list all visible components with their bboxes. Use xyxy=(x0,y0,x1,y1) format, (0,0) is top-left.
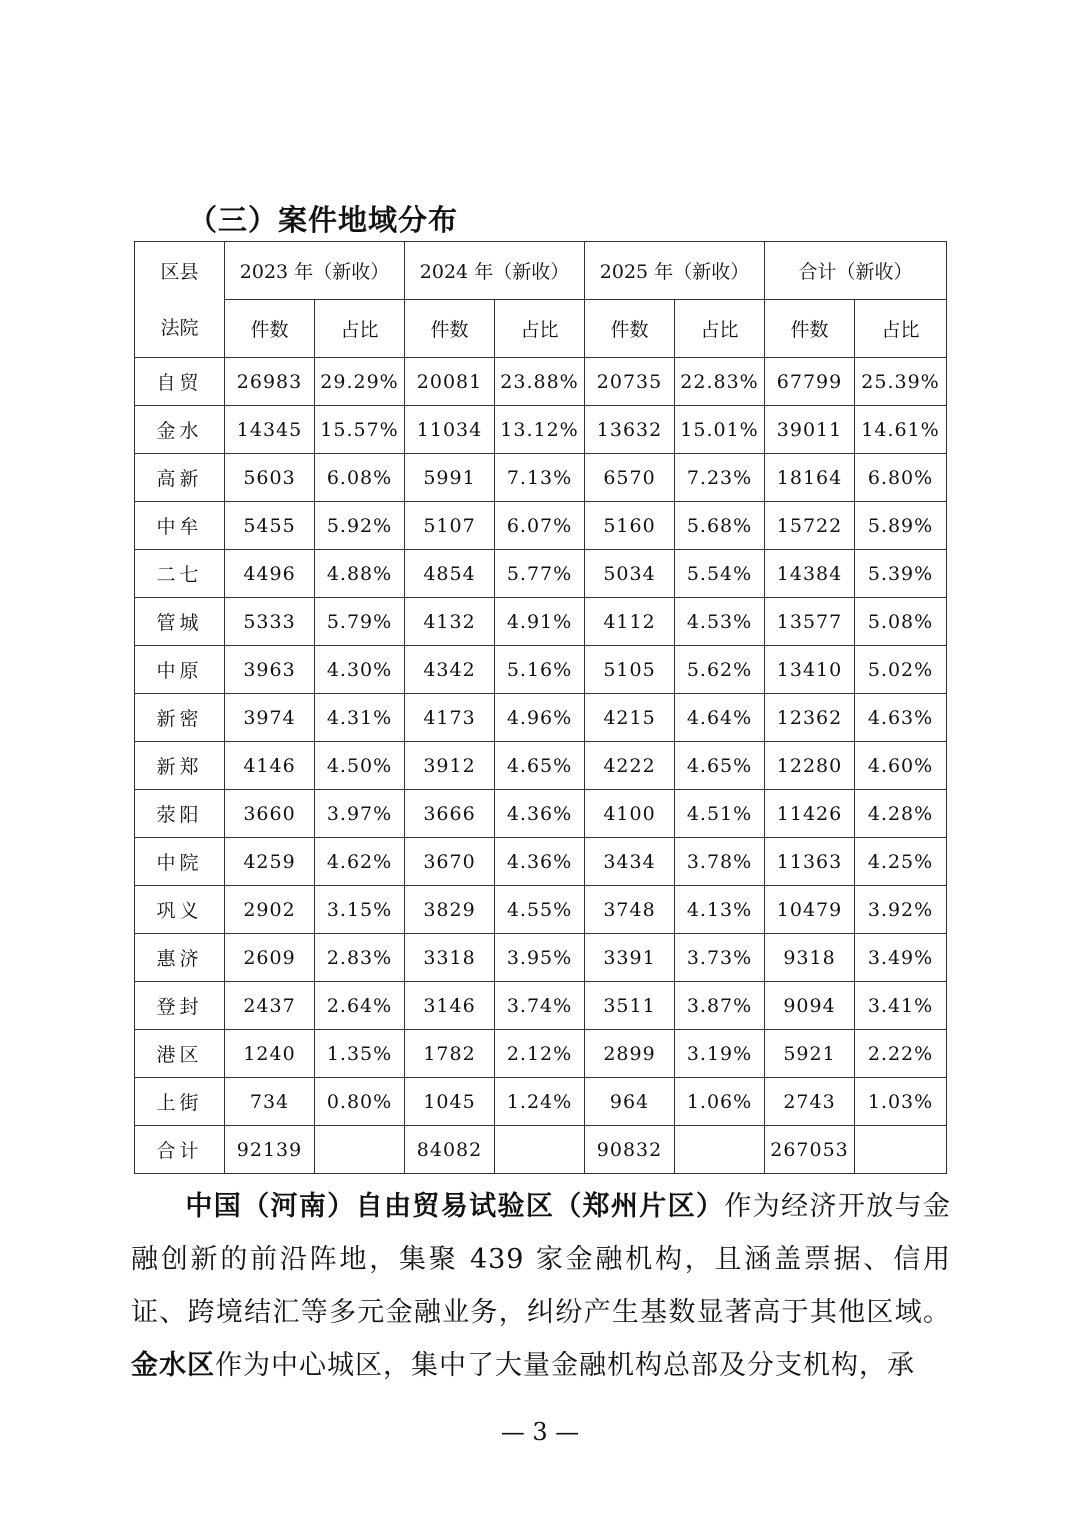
case-count-cell: 4146 xyxy=(225,742,315,790)
case-count-cell: 14345 xyxy=(225,406,315,454)
case-count-cell: 5921 xyxy=(765,1030,855,1078)
case-count-cell: 13632 xyxy=(585,406,675,454)
court-name: 合计 xyxy=(135,1126,225,1174)
corner-header-top: 区县 xyxy=(160,260,199,283)
case-share-cell: 5.54% xyxy=(675,550,765,598)
case-count-cell: 15722 xyxy=(765,502,855,550)
case-count-cell: 1782 xyxy=(405,1030,495,1078)
case-count-cell: 4259 xyxy=(225,838,315,886)
case-share-cell: 5.79% xyxy=(315,598,405,646)
case-count-cell: 13577 xyxy=(765,598,855,646)
case-count-cell: 92139 xyxy=(225,1126,315,1174)
table-row xyxy=(135,886,947,934)
court-name: 中牟 xyxy=(135,502,225,550)
case-share-cell: 15.01% xyxy=(675,406,765,454)
table-row xyxy=(135,790,947,838)
table-row xyxy=(135,358,947,406)
case-count-cell: 4100 xyxy=(585,790,675,838)
case-share-cell: 5.89% xyxy=(855,502,947,550)
case-share-cell: 0.80% xyxy=(315,1078,405,1126)
case-share-cell: 5.16% xyxy=(495,646,585,694)
case-count-cell: 2437 xyxy=(225,982,315,1030)
table-row xyxy=(135,646,947,694)
case-share-cell: 6.07% xyxy=(495,502,585,550)
paragraph-text-2: 作为中心城区，集中了大量金融机构总部及分支机构，承 xyxy=(215,1350,915,1381)
case-count-cell: 4342 xyxy=(405,646,495,694)
court-name: 惠济 xyxy=(135,934,225,982)
court-name: 管城 xyxy=(135,598,225,646)
case-share-cell: 2.64% xyxy=(315,982,405,1030)
case-count-cell: 1045 xyxy=(405,1078,495,1126)
case-share-cell: 4.30% xyxy=(315,646,405,694)
case-share-cell: 4.63% xyxy=(855,694,947,742)
case-share-cell: 4.88% xyxy=(315,550,405,598)
case-share-cell: 29.29% xyxy=(315,358,405,406)
case-count-cell: 3748 xyxy=(585,886,675,934)
case-share-cell: 5.39% xyxy=(855,550,947,598)
table-row xyxy=(135,502,947,550)
sub-header-share: 占比 xyxy=(315,300,405,358)
case-count-cell: 3660 xyxy=(225,790,315,838)
table-row xyxy=(135,982,947,1030)
table-row xyxy=(135,598,947,646)
case-share-cell: 3.78% xyxy=(675,838,765,886)
case-count-cell: 5603 xyxy=(225,454,315,502)
highlight-ftz: 中国（河南）自由贸易试验区（郑州片区） xyxy=(185,1191,725,1222)
case-count-cell: 84082 xyxy=(405,1126,495,1174)
court-name: 新密 xyxy=(135,694,225,742)
case-share-cell: 22.83% xyxy=(675,358,765,406)
case-count-cell: 67799 xyxy=(765,358,855,406)
case-share-cell: 3.73% xyxy=(675,934,765,982)
case-count-cell: 18164 xyxy=(765,454,855,502)
court-name: 高新 xyxy=(135,454,225,502)
case-share-cell: 3.92% xyxy=(855,886,947,934)
court-name: 荥阳 xyxy=(135,790,225,838)
case-count-cell: 3434 xyxy=(585,838,675,886)
case-share-cell: 4.55% xyxy=(495,886,585,934)
case-share-cell: 5.68% xyxy=(675,502,765,550)
case-count-cell: 20735 xyxy=(585,358,675,406)
case-share-cell: 4.36% xyxy=(495,838,585,886)
case-count-cell: 2902 xyxy=(225,886,315,934)
case-count-cell: 734 xyxy=(225,1078,315,1126)
case-count-cell: 5160 xyxy=(585,502,675,550)
case-share-cell: 5.92% xyxy=(315,502,405,550)
case-share-cell: 5.62% xyxy=(675,646,765,694)
court-name: 二七 xyxy=(135,550,225,598)
case-count-cell: 964 xyxy=(585,1078,675,1126)
case-share-cell: 3.74% xyxy=(495,982,585,1030)
case-count-cell: 9094 xyxy=(765,982,855,1030)
paragraph-text-1: 作为经济开放与金融创新的前沿阵地，集聚 439 家金融机构，且涵盖票据、信用证、跨境结汇等多元金融业务，纠纷产生基数显著高于其他区域。 xyxy=(131,1191,952,1328)
case-count-cell: 4215 xyxy=(585,694,675,742)
case-share-cell: 1.03% xyxy=(855,1078,947,1126)
case-count-cell: 5455 xyxy=(225,502,315,550)
case-count-cell: 3963 xyxy=(225,646,315,694)
table-row xyxy=(135,454,947,502)
case-count-cell: 4222 xyxy=(585,742,675,790)
case-count-cell: 3670 xyxy=(405,838,495,886)
case-count-cell: 4173 xyxy=(405,694,495,742)
case-share-cell: 1.06% xyxy=(675,1078,765,1126)
case-share-cell xyxy=(675,1126,765,1174)
case-count-cell: 3912 xyxy=(405,742,495,790)
case-share-cell: 4.60% xyxy=(855,742,947,790)
table-row xyxy=(135,406,947,454)
year-header-2025: 2025 年（新收） xyxy=(585,242,765,300)
case-share-cell: 4.25% xyxy=(855,838,947,886)
table-row xyxy=(135,1078,947,1126)
court-name: 金水 xyxy=(135,406,225,454)
case-share-cell: 2.12% xyxy=(495,1030,585,1078)
case-share-cell: 3.95% xyxy=(495,934,585,982)
court-name: 自贸 xyxy=(135,358,225,406)
case-count-cell: 14384 xyxy=(765,550,855,598)
case-count-cell: 3391 xyxy=(585,934,675,982)
case-count-cell: 9318 xyxy=(765,934,855,982)
case-share-cell: 3.97% xyxy=(315,790,405,838)
table-row xyxy=(135,1030,947,1078)
case-count-cell: 90832 xyxy=(585,1126,675,1174)
case-count-cell: 12362 xyxy=(765,694,855,742)
case-count-cell: 11426 xyxy=(765,790,855,838)
case-share-cell xyxy=(495,1126,585,1174)
case-count-cell: 1240 xyxy=(225,1030,315,1078)
case-share-cell: 4.62% xyxy=(315,838,405,886)
sub-header-count: 件数 xyxy=(585,300,675,358)
case-share-cell: 4.91% xyxy=(495,598,585,646)
table-row xyxy=(135,934,947,982)
case-count-cell: 5991 xyxy=(405,454,495,502)
case-count-cell: 4132 xyxy=(405,598,495,646)
case-count-cell: 2899 xyxy=(585,1030,675,1078)
court-name: 中原 xyxy=(135,646,225,694)
case-share-cell: 4.96% xyxy=(495,694,585,742)
case-count-cell: 2609 xyxy=(225,934,315,982)
case-count-cell: 13410 xyxy=(765,646,855,694)
case-count-cell: 4854 xyxy=(405,550,495,598)
case-count-cell: 26983 xyxy=(225,358,315,406)
year-header-2023: 2023 年（新收） xyxy=(225,242,405,300)
case-count-cell: 5034 xyxy=(585,550,675,598)
case-share-cell: 13.12% xyxy=(495,406,585,454)
case-share-cell: 14.61% xyxy=(855,406,947,454)
table-row xyxy=(135,838,947,886)
case-share-cell: 2.83% xyxy=(315,934,405,982)
body-paragraph xyxy=(131,1180,951,1392)
case-share-cell: 4.31% xyxy=(315,694,405,742)
case-share-cell: 4.51% xyxy=(675,790,765,838)
table-row xyxy=(135,1126,947,1174)
case-share-cell: 2.22% xyxy=(855,1030,947,1078)
sub-header-share: 占比 xyxy=(675,300,765,358)
case-share-cell: 1.24% xyxy=(495,1078,585,1126)
case-count-cell: 10479 xyxy=(765,886,855,934)
highlight-jinshui: 金水区 xyxy=(131,1350,215,1381)
table-row xyxy=(135,742,947,790)
sub-header-share: 占比 xyxy=(855,300,947,358)
case-share-cell: 4.65% xyxy=(495,742,585,790)
case-count-cell: 6570 xyxy=(585,454,675,502)
sub-header-count: 件数 xyxy=(765,300,855,358)
case-count-cell: 2743 xyxy=(765,1078,855,1126)
case-share-cell: 5.08% xyxy=(855,598,947,646)
case-share-cell: 4.28% xyxy=(855,790,947,838)
sub-header-count: 件数 xyxy=(405,300,495,358)
court-name: 中院 xyxy=(135,838,225,886)
case-share-cell xyxy=(855,1126,947,1174)
case-count-cell: 5105 xyxy=(585,646,675,694)
case-count-cell: 4496 xyxy=(225,550,315,598)
case-share-cell: 23.88% xyxy=(495,358,585,406)
table-row xyxy=(135,694,947,742)
case-share-cell: 25.39% xyxy=(855,358,947,406)
case-share-cell: 4.36% xyxy=(495,790,585,838)
case-share-cell: 3.41% xyxy=(855,982,947,1030)
court-name: 登封 xyxy=(135,982,225,1030)
year-header-total: 合计（新收） xyxy=(765,242,947,300)
sub-header-share: 占比 xyxy=(495,300,585,358)
case-count-cell: 39011 xyxy=(765,406,855,454)
sub-header-count: 件数 xyxy=(225,300,315,358)
case-share-cell xyxy=(315,1126,405,1174)
year-header-2024: 2024 年（新收） xyxy=(405,242,585,300)
court-name: 新郑 xyxy=(135,742,225,790)
case-share-cell: 4.53% xyxy=(675,598,765,646)
case-share-cell: 3.19% xyxy=(675,1030,765,1078)
case-count-cell: 11363 xyxy=(765,838,855,886)
table-row xyxy=(135,550,947,598)
case-count-cell: 5333 xyxy=(225,598,315,646)
case-count-cell: 3666 xyxy=(405,790,495,838)
case-share-cell: 3.87% xyxy=(675,982,765,1030)
case-count-cell: 3146 xyxy=(405,982,495,1030)
case-share-cell: 4.50% xyxy=(315,742,405,790)
case-share-cell: 15.57% xyxy=(315,406,405,454)
page-number: — 3 — xyxy=(500,1418,580,1446)
case-share-cell: 4.13% xyxy=(675,886,765,934)
case-share-cell: 7.23% xyxy=(675,454,765,502)
case-share-cell: 3.15% xyxy=(315,886,405,934)
section-title: （三）案件地域分布 xyxy=(188,203,459,237)
case-count-cell: 3511 xyxy=(585,982,675,1030)
case-share-cell: 6.08% xyxy=(315,454,405,502)
case-share-cell: 7.13% xyxy=(495,454,585,502)
case-count-cell: 11034 xyxy=(405,406,495,454)
case-share-cell: 3.49% xyxy=(855,934,947,982)
case-share-cell: 4.64% xyxy=(675,694,765,742)
case-count-cell: 3318 xyxy=(405,934,495,982)
case-share-cell: 4.65% xyxy=(675,742,765,790)
case-count-cell: 20081 xyxy=(405,358,495,406)
case-share-cell: 5.02% xyxy=(855,646,947,694)
case-share-cell: 6.80% xyxy=(855,454,947,502)
case-count-cell: 12280 xyxy=(765,742,855,790)
case-count-cell: 5107 xyxy=(405,502,495,550)
case-count-cell: 267053 xyxy=(765,1126,855,1174)
case-share-cell: 1.35% xyxy=(315,1030,405,1078)
case-count-cell: 3974 xyxy=(225,694,315,742)
corner-header-bottom: 法院 xyxy=(160,316,199,339)
court-name: 港区 xyxy=(135,1030,225,1078)
court-name: 巩义 xyxy=(135,886,225,934)
corner-header xyxy=(135,242,225,358)
court-name: 上街 xyxy=(135,1078,225,1126)
case-count-cell: 4112 xyxy=(585,598,675,646)
case-count-cell: 3829 xyxy=(405,886,495,934)
case-share-cell: 5.77% xyxy=(495,550,585,598)
case-distribution-table xyxy=(134,241,947,1174)
